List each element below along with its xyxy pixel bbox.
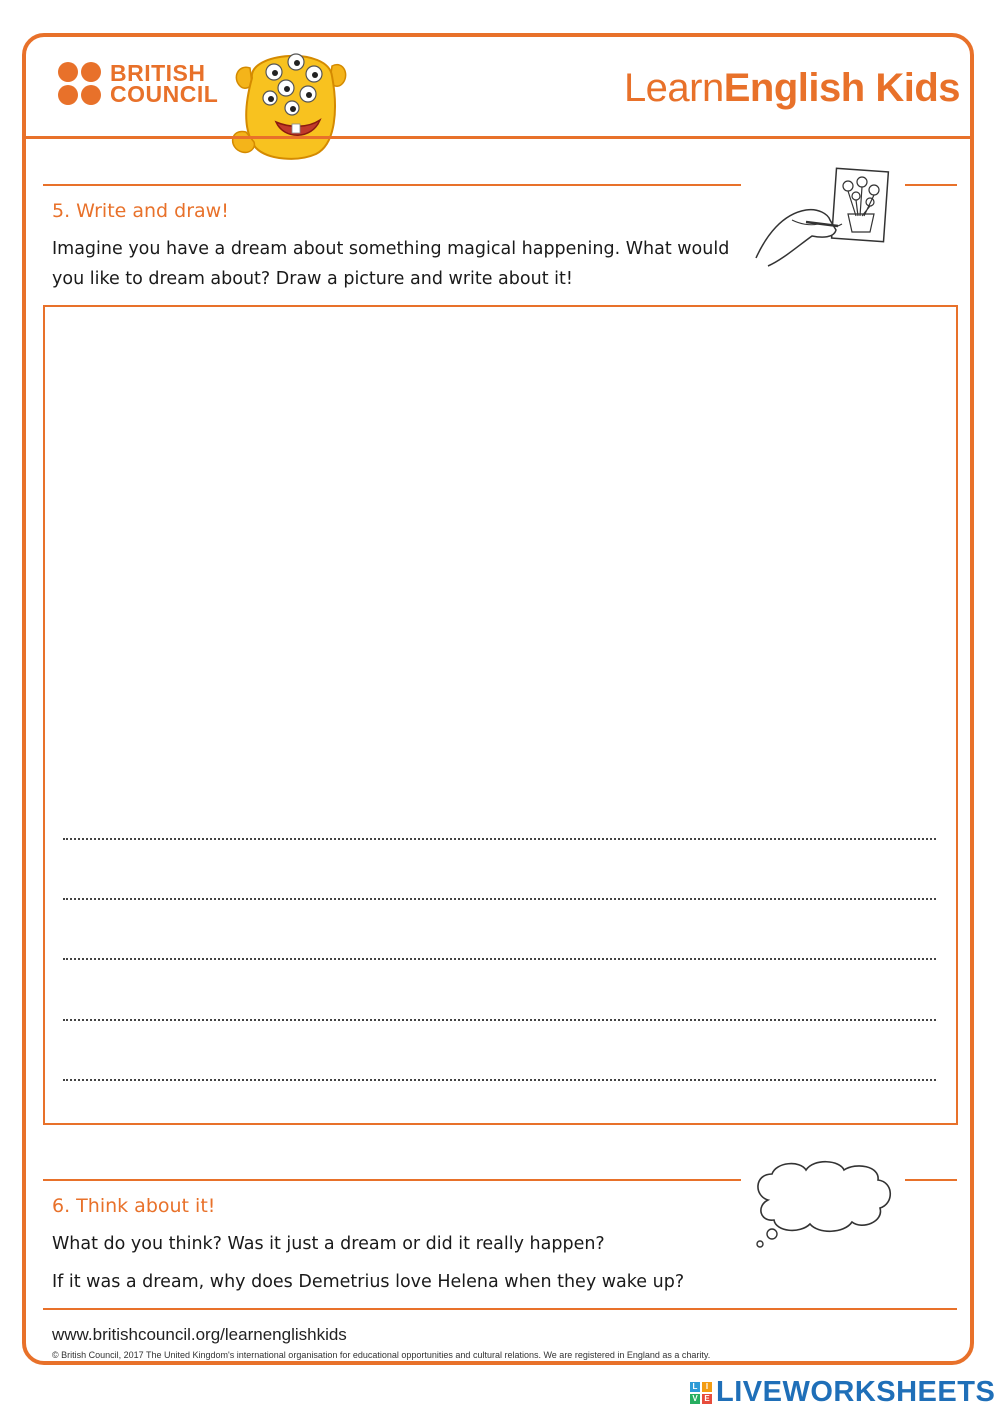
drawing-area[interactable] <box>43 305 958 1125</box>
thought-bubble-icon <box>748 1160 898 1252</box>
section5-instructions <box>52 234 729 294</box>
british-council-dots-icon <box>58 62 101 105</box>
lw-icon-letter-i: I <box>702 1382 712 1392</box>
section5-title: 5. Write and draw! <box>52 200 229 222</box>
writing-line-1[interactable] <box>63 838 936 840</box>
learn-text: Learn <box>623 66 724 110</box>
lw-icon-letter-l: L <box>690 1382 700 1392</box>
section6-rule-right <box>905 1179 957 1181</box>
monster-mascot-icon <box>228 48 354 162</box>
footer-url[interactable]: www.britishcouncil.org/learnenglishkids <box>52 1325 347 1344</box>
liveworksheets-wordmark: LIVEWORKSHEETS <box>716 1376 996 1408</box>
section5-rule-left <box>43 184 741 186</box>
section6-question2: If it was a dream, why does Demetrius love Helena when they wake up? <box>52 1272 685 1292</box>
section6-question1: What do you think? Was it just a dream or did it really happen? <box>52 1234 605 1254</box>
section5-line2: you like to dream about? Draw a picture and write about it! <box>52 269 573 289</box>
section6-rule-left <box>43 1179 741 1181</box>
section5-rule-right <box>905 184 957 186</box>
hand-drawing-flowers-icon <box>752 166 894 270</box>
writing-line-4[interactable] <box>63 1019 936 1021</box>
lw-icon-letter-e: E <box>702 1394 712 1404</box>
learnenglish-kids-logo <box>624 66 960 111</box>
liveworksheets-icon <box>690 1382 712 1404</box>
lw-icon-letter-v: V <box>690 1394 700 1404</box>
writing-line-5[interactable] <box>63 1079 936 1081</box>
writing-line-2[interactable] <box>63 898 936 900</box>
liveworksheets-logo[interactable] <box>690 1376 995 1409</box>
british-council-wordmark <box>110 59 219 107</box>
footer-divider <box>43 1308 957 1310</box>
british-council-logo <box>58 59 219 107</box>
writing-line-3[interactable] <box>63 958 936 960</box>
section6-title: 6. Think about it! <box>52 1195 216 1217</box>
british-council-line2: COUNCIL <box>110 80 219 107</box>
english-kids-text: English Kids <box>723 66 960 110</box>
section5-line1: Imagine you have a dream about something magical happening. What would <box>52 239 730 259</box>
header-divider <box>26 136 974 139</box>
british-council-line1: BRITISH <box>110 59 206 86</box>
footer-copyright: © British Council, 2017 The United Kingdom's international organisation for educational opportunities and cultural relations. We are registered in England as a charity. <box>52 1350 711 1360</box>
